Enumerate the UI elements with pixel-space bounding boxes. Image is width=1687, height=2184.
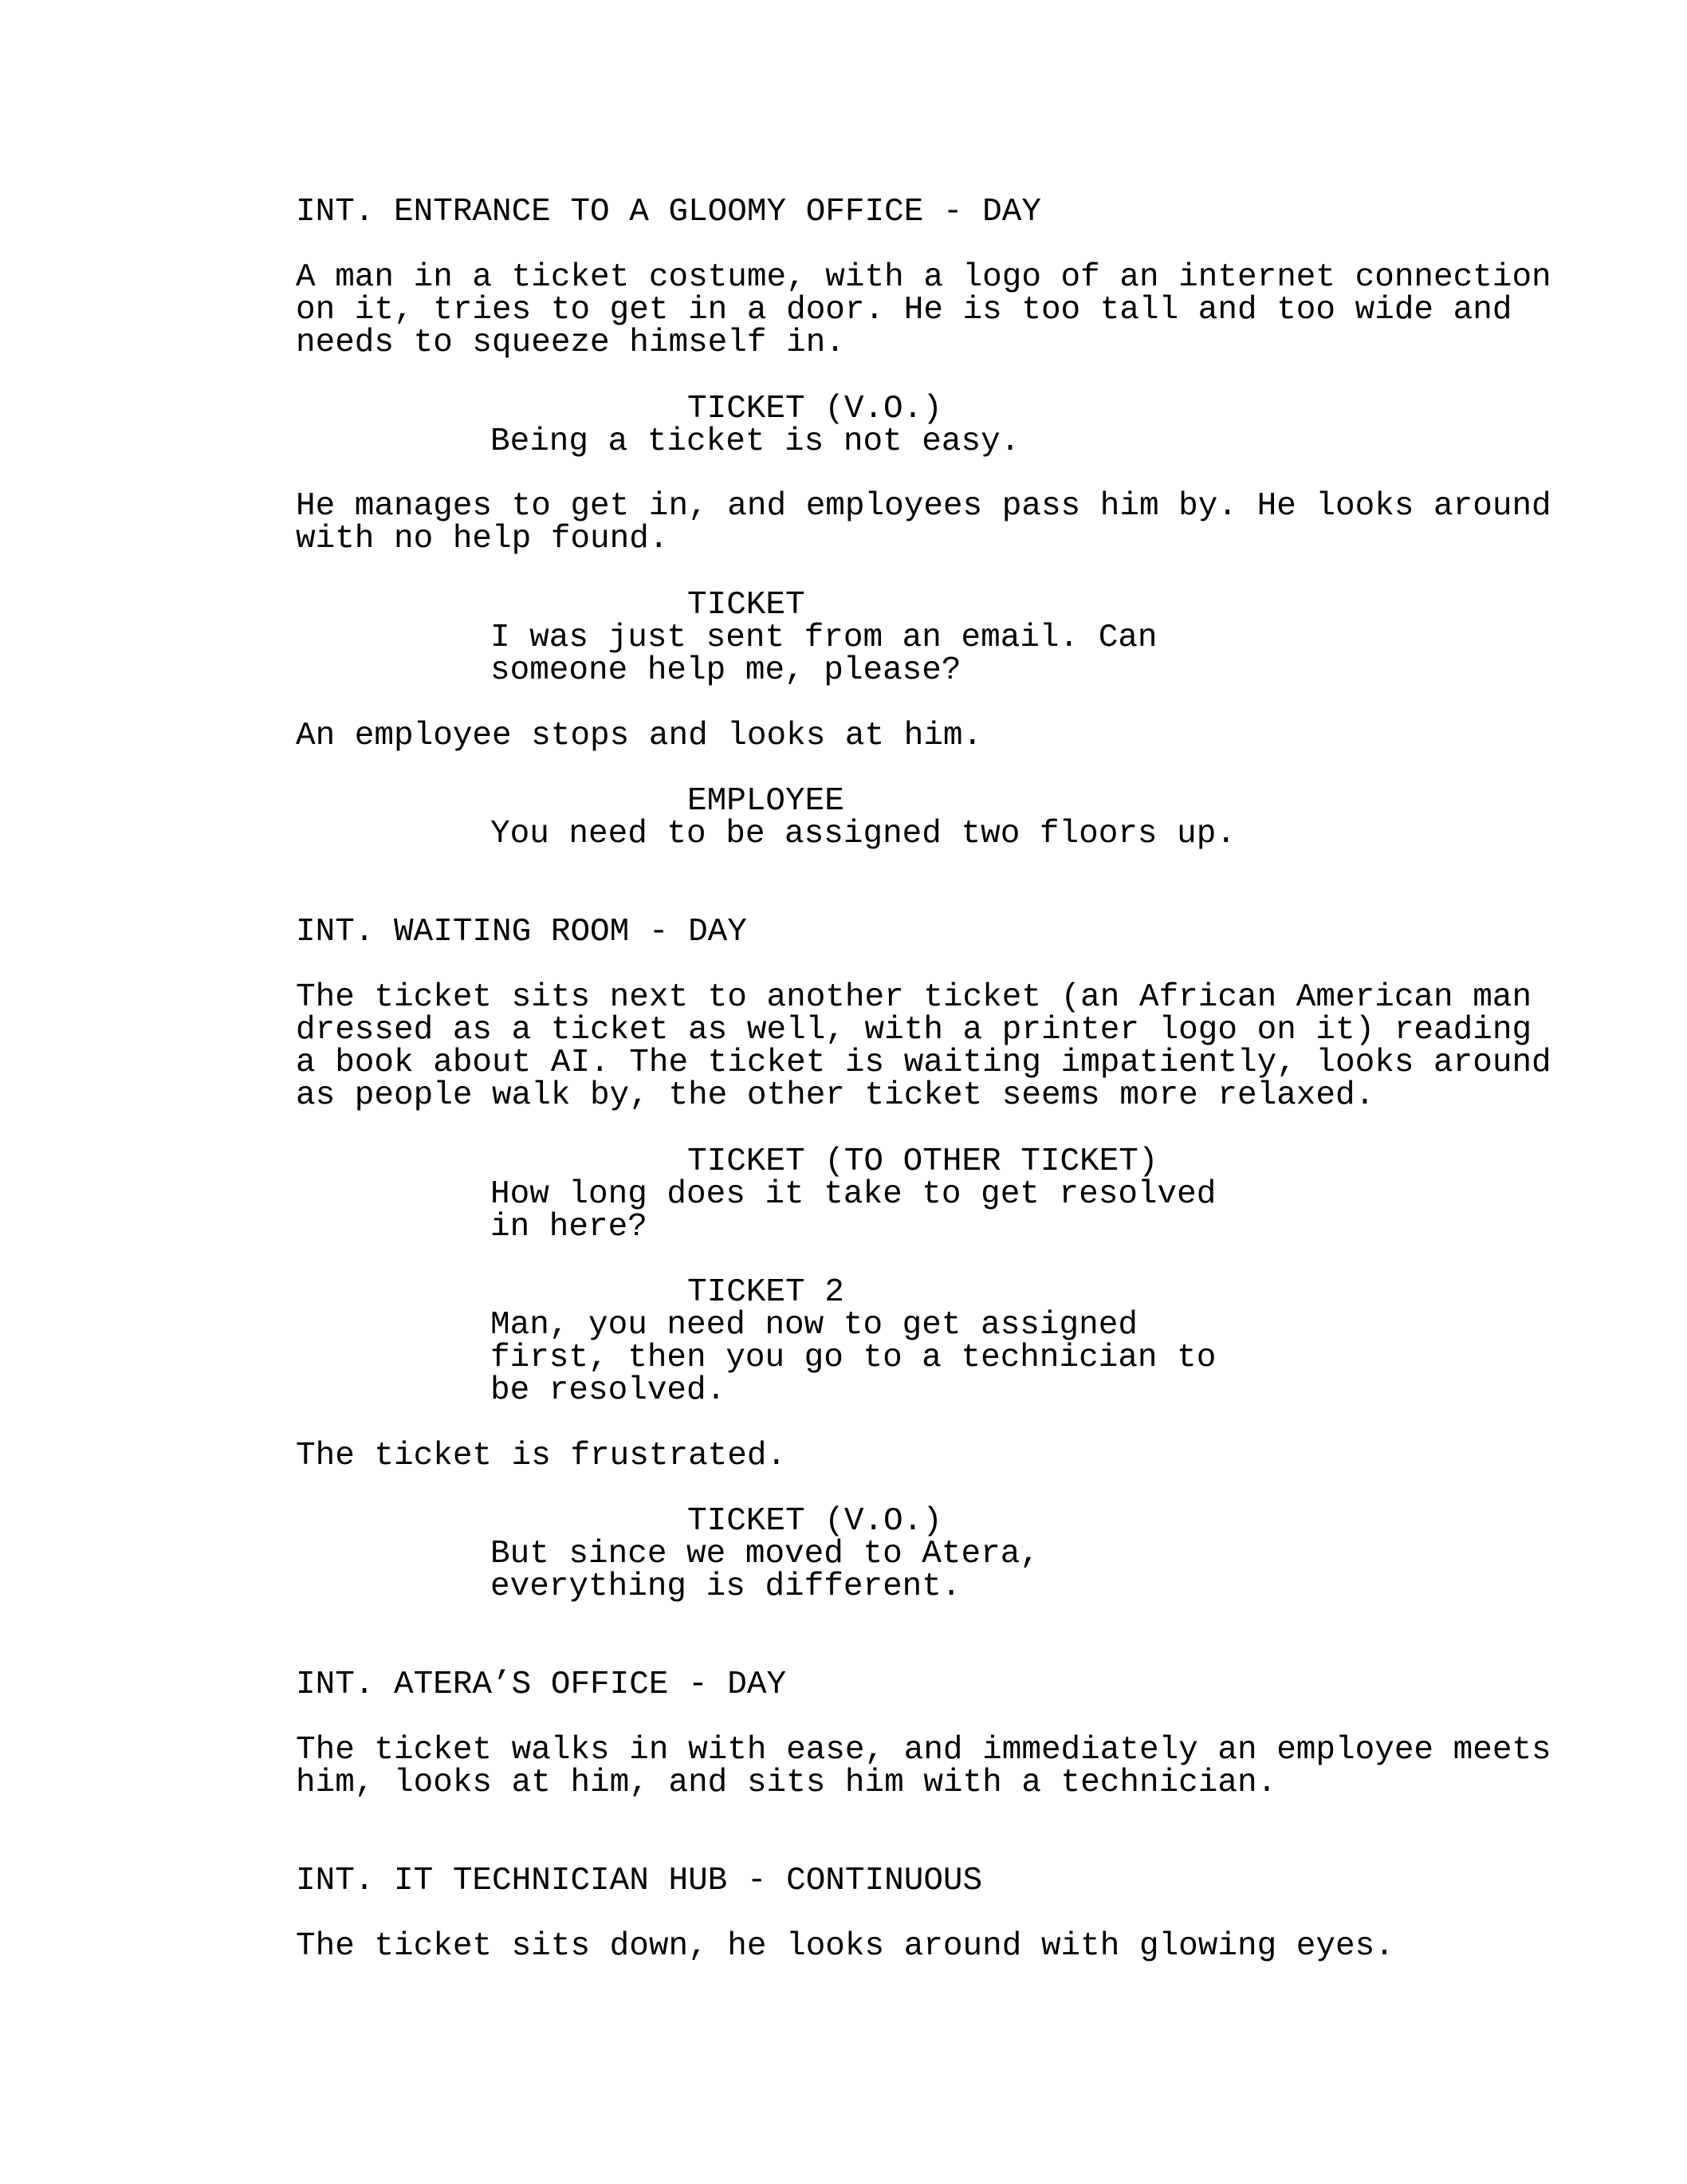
scene-heading: INT. WAITING ROOM - DAY xyxy=(296,914,747,950)
character-name: TICKET (TO OTHER TICKET) xyxy=(687,1143,1158,1180)
character-name: TICKET (V.O.) xyxy=(687,391,942,427)
action-line: The ticket is frustrated. xyxy=(296,1438,787,1474)
scene-heading: INT. IT TECHNICIAN HUB - CONTINUOUS xyxy=(296,1863,983,1899)
character-name: TICKET xyxy=(687,587,805,624)
action-line: A man in a ticket costume, with a logo of an internet connection on it, tries to get in a door. He is too tall and too wide and needs to squeeze himself in. xyxy=(296,259,1551,361)
dialogue-line: You need to be assigned two floors up. xyxy=(490,816,1236,852)
action-line: The ticket walks in with ease, and immediately an employee meets him, looks at him, and sits him with a technician. xyxy=(296,1732,1551,1801)
scene-heading: INT. ATERA’S OFFICE - DAY xyxy=(296,1667,787,1703)
action-line: He manages to get in, and employees pass him by. He looks around with no help found. xyxy=(296,488,1551,557)
dialogue-line: I was just sent from an email. Can someone help me, please? xyxy=(490,620,1158,689)
dialogue-line: Man, you need now to get assigned first, then you go to a technician to be resolved. xyxy=(490,1307,1217,1409)
action-line: The ticket sits next to another ticket (an African American man dressed as a ticket as well, with a printer logo on it) reading a book about AI. The ticket is waiting impatiently, looks around as people walk by, the other ticket seems more relaxed. xyxy=(296,979,1551,1114)
action-line: An employee stops and looks at him. xyxy=(296,718,983,754)
action-line: The ticket sits down, he looks around with glowing eyes. xyxy=(296,1928,1394,1965)
character-name: TICKET 2 xyxy=(687,1274,844,1311)
dialogue-line: Being a ticket is not easy. xyxy=(490,423,1020,460)
character-name: EMPLOYEE xyxy=(687,783,844,820)
scene-heading: INT. ENTRANCE TO A GLOOMY OFFICE - DAY xyxy=(296,194,1041,230)
dialogue-line: How long does it take to get resolved in here? xyxy=(490,1176,1217,1245)
dialogue-line: But since we moved to Atera, everything is different. xyxy=(490,1536,1040,1605)
character-name: TICKET (V.O.) xyxy=(687,1503,942,1540)
